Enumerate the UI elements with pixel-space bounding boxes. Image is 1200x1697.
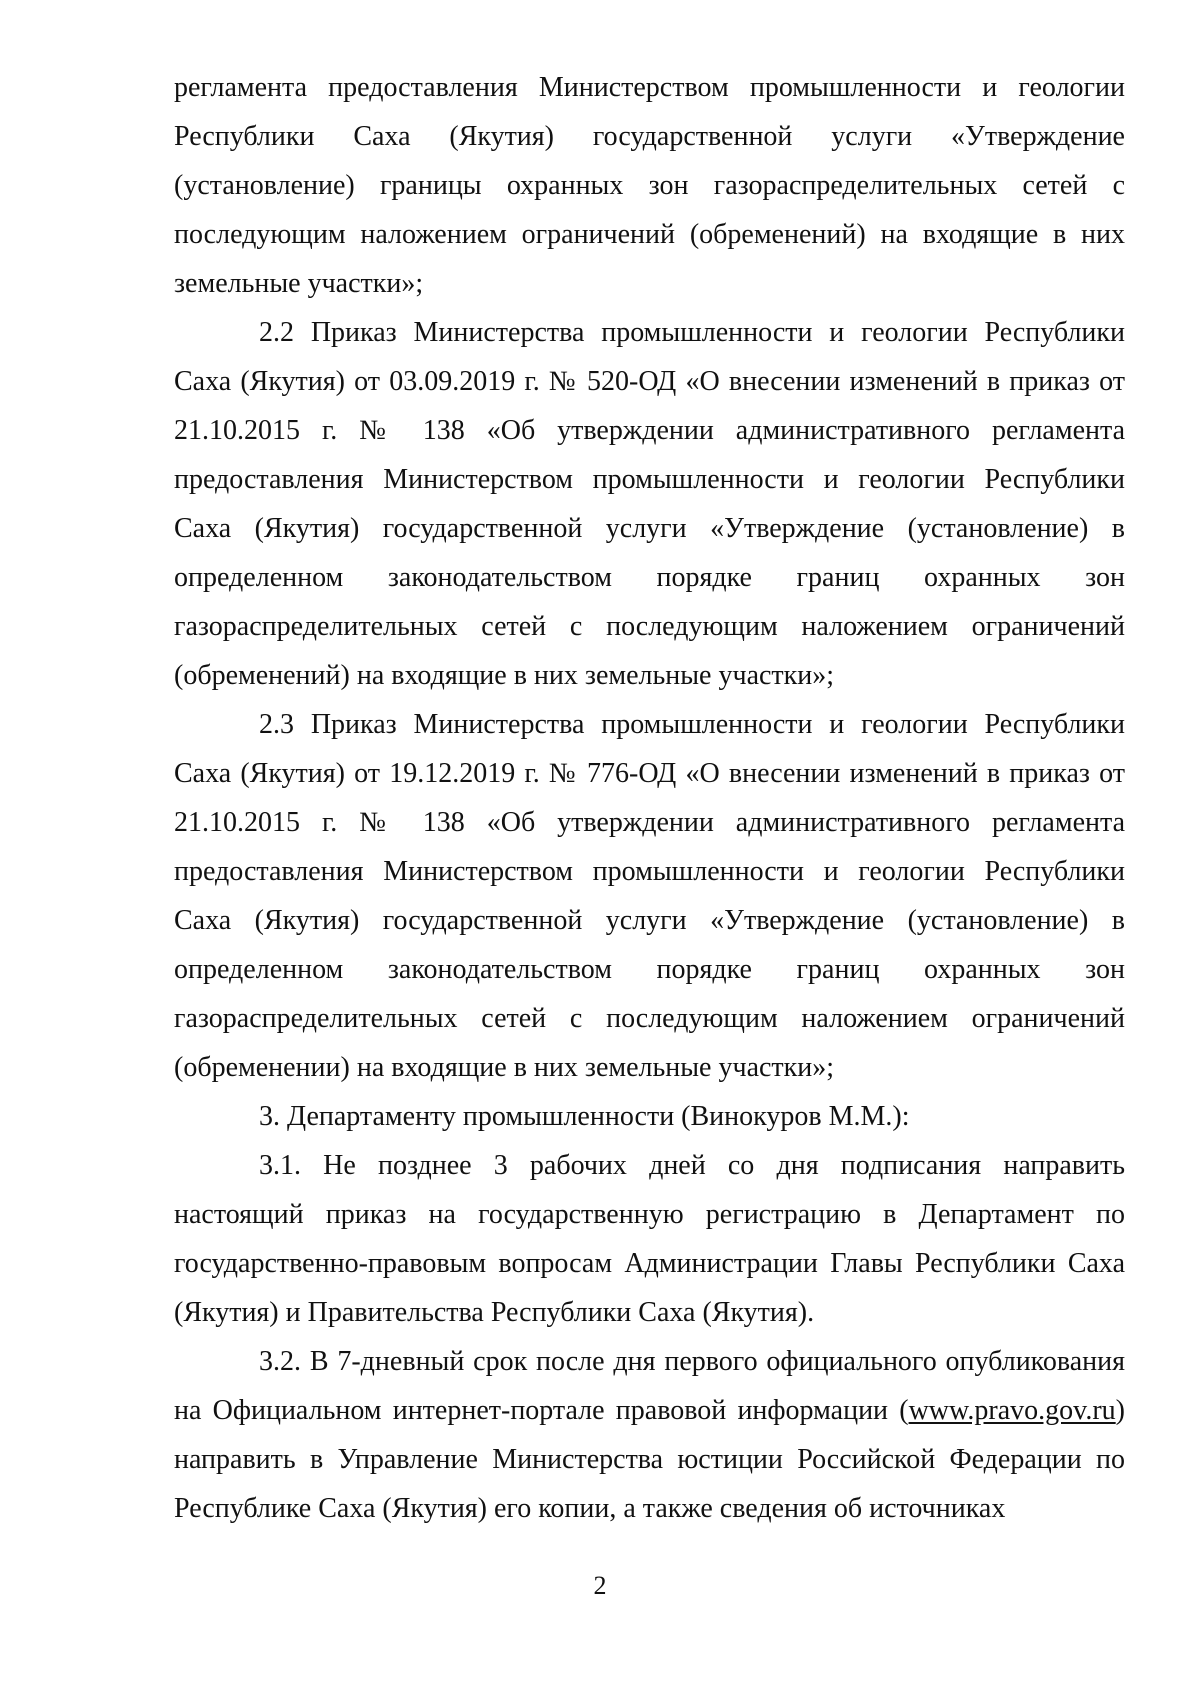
document-body bbox=[174, 63, 1125, 1533]
paragraph-continuation: регламента предоставления Министерством промышленности и геологии Республики Саха (Якутия) государственной услуги «Утверждение (установление) границы охранных зон газораспределительных сетей с последующим наложением ограничений (обременений) на входящие в них земельные участки»; bbox=[174, 72, 1125, 299]
pravo-gov-link[interactable]: www.pravo.gov.ru bbox=[908, 1395, 1116, 1426]
paragraph-2-3: 2.3 Приказ Министерства промышленности и геологии Республики Саха (Якутия) от 19.12.2019 г. № 776-ОД «О внесении изменений в приказ от 21.10.2015 г. № 138 «Об утверждении административного регламента предоставления Министерством промышленности и геологии Республики Саха (Якутия) государственной услуги «Утверждение (установление) в определенном законодательством порядке границ охранных зон газораспределительных сетей с последующим наложением ограничений (обременении) на входящие в них земельные участки»; bbox=[174, 709, 1125, 1083]
paragraph-3-2-text-after-link: ) направить в Управление Министерства юстиции Российской Федерации по Республике Саха (Якутия) его копии, а также сведения об источниках bbox=[174, 1395, 1125, 1524]
page-number: 2 bbox=[593, 1571, 607, 1600]
paragraph-3-2-text-before-link: 3.2. В 7-дневный срок после дня первого официального опубликования на Официальном интернет-портале правовой информации ( bbox=[174, 1346, 1125, 1426]
paragraph-3-2 bbox=[174, 1337, 1125, 1533]
paragraph-3: 3. Департаменту промышленности (Винокуров М.М.): bbox=[259, 1101, 910, 1132]
paragraph-2-2: 2.2 Приказ Министерства промышленности и геологии Республики Саха (Якутия) от 03.09.2019 г. № 520-ОД «О внесении изменений в приказ от 21.10.2015 г. № 138 «Об утверждении административного регламента предоставления Министерством промышленности и геологии Республики Саха (Якутия) государственной услуги «Утверждение (установление) в определенном законодательством порядке границ охранных зон газораспределительных сетей с последующим наложением ограничений (обременений) на входящие в них земельные участки»; bbox=[174, 317, 1125, 691]
paragraph-3-1: 3.1. Не позднее 3 рабочих дней со дня подписания направить настоящий приказ на государственную регистрацию в Департамент по государственно-правовым вопросам Администрации Главы Республики Саха (Якутия) и Правительства Республики Саха (Якутия). bbox=[174, 1150, 1125, 1328]
